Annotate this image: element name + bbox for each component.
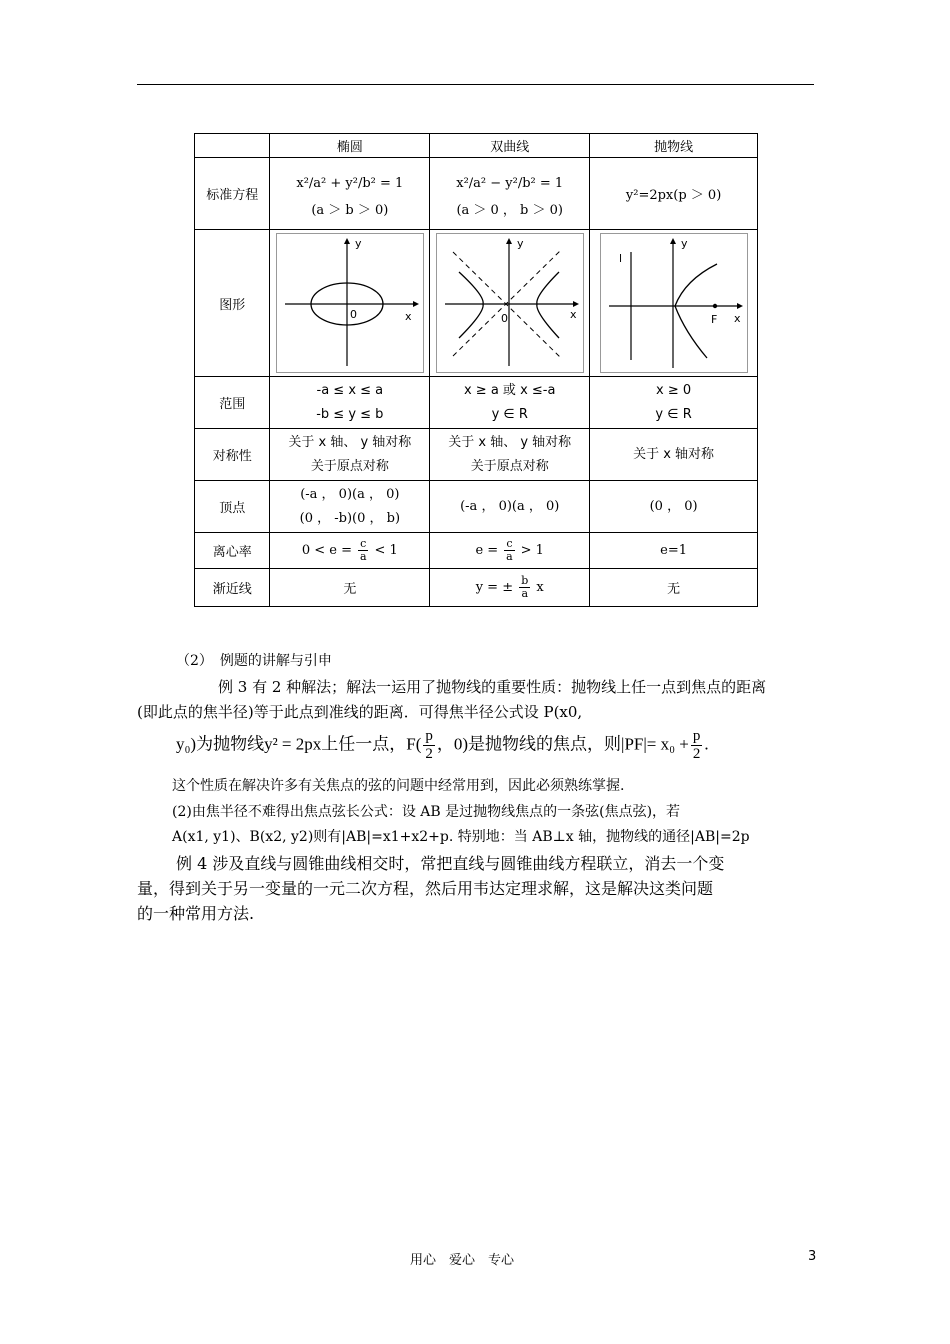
symmetry-parabola [590, 429, 758, 481]
header-rule [137, 84, 814, 85]
paragraph-2: 这个性质在解决许多有关焦点的弦的问题中经常用到，因此必须熟练掌握. [172, 778, 625, 794]
eccentricity-hyperbola [430, 533, 590, 569]
range-parabola-x: x ≥ 0 [656, 382, 692, 398]
hyperbola-graph [436, 233, 584, 373]
header-hyperbola: 双曲线 [430, 134, 590, 158]
directrix-label: l [618, 252, 622, 265]
asymptote-parabola: 无 [590, 569, 758, 607]
paragraph-4-line-3: 的一种常用方法. [137, 904, 255, 923]
formula-radius-num: p [692, 728, 701, 744]
range-ellipse-x: -a ≤ x ≤ a [316, 382, 384, 398]
formula-focus-fraction [423, 728, 435, 763]
range-ellipse [270, 377, 430, 429]
label-asymptote: 渐近线 [195, 569, 270, 607]
row-eccentricity [195, 533, 758, 569]
ecc-ellipse-den: a [359, 550, 367, 563]
ecc-hyperbola-pre: e = [475, 543, 499, 558]
header-parabola: 抛物线 [590, 134, 758, 158]
range-parabola [590, 377, 758, 429]
symmetry-hyperbola [430, 429, 590, 481]
ecc-ellipse-pre: 0 < e = [301, 543, 353, 558]
eccentricity-ellipse [270, 533, 430, 569]
symmetry-ellipse [270, 429, 430, 481]
vertex-parabola [590, 481, 758, 533]
equation-ellipse [270, 158, 430, 230]
equation-hyperbola-condition: (a ＞ 0 ， b ＞ 0) [456, 203, 563, 218]
equation-parabola: y²=2px(p ＞ 0) [590, 158, 758, 230]
x-arrow [737, 303, 743, 309]
parabola-curve [675, 264, 717, 358]
range-parabola-y: y ∈ R [655, 406, 692, 422]
formula-radius-den: 2 [692, 746, 701, 762]
formula-part-c: . [704, 734, 709, 754]
ecc-ellipse-num: c [360, 537, 367, 550]
equation-ellipse-condition: (a ＞ b ＞ 0) [311, 203, 389, 218]
formula-radius-fraction [691, 728, 703, 763]
asymptote-2 [453, 250, 561, 356]
ellipse-graph [276, 233, 424, 373]
label-equation: 标准方程 [195, 158, 270, 230]
equation-hyperbola [430, 158, 590, 230]
asym-hyperbola-post: x [536, 580, 544, 595]
figure-parabola-cell [590, 230, 758, 377]
asymptote-ellipse: 无 [270, 569, 430, 607]
paragraph-4-line-1: 例 4 涉及直线与圆锥曲线相交时，常把直线与圆锥曲线方程联立，消去一个变 [176, 854, 725, 873]
y-arrow [506, 238, 512, 244]
ecc-hyperbola-fraction [504, 538, 514, 563]
asym-hyperbola-pre: y = ± [475, 580, 514, 595]
header-empty-cell [195, 134, 270, 158]
footer-slogan: 用心 爱心 专心 [410, 1253, 515, 1268]
label-symmetry: 对称性 [195, 429, 270, 481]
page-number: 3 [808, 1249, 817, 1264]
paragraph-3-line-2: A(x1, y1)、B(x2, y2)则有|AB|=x1+x2+p. 特别地：当 AB⊥x 轴，抛物线的通径|AB|=2p [172, 829, 750, 845]
row-symmetry [195, 429, 758, 481]
focus-label: F [710, 313, 717, 326]
x-label: x [404, 310, 412, 323]
paragraph-1-line-1: 例 3 有 2 种解法；解法一运用了抛物线的重要性质：抛物线上任一点到焦点的距离 [218, 678, 767, 696]
formula-part-b: ，0)是抛物线的焦点，则|PF|= x₀ + [436, 734, 689, 754]
y-label: y [680, 237, 688, 250]
asymptote-hyperbola [430, 569, 590, 607]
origin-label: 0 [349, 308, 357, 321]
row-equation [195, 158, 758, 230]
vertex-ellipse-major: (-a ， 0)(a ， 0) [300, 486, 400, 502]
y-arrow [670, 238, 676, 244]
y-arrow [344, 238, 350, 244]
origin-label: 0 [500, 312, 508, 325]
y-label: y [516, 237, 524, 250]
formula-focus-num: p [425, 728, 433, 744]
vertex-ellipse [270, 481, 430, 533]
symmetry-hyperbola-axes: 关于 x 轴、 y 轴对称 [448, 434, 572, 450]
x-label: x [569, 308, 577, 321]
eccentricity-parabola: e=1 [590, 533, 758, 569]
asym-hyperbola-num: b [521, 574, 529, 587]
paragraph-1-line-2: (即此点的焦半径)等于此点到准线的距离．可得焦半径公式设 P(x0, [137, 703, 583, 721]
range-ellipse-y: -b ≤ y ≤ b [316, 406, 384, 422]
row-asymptote [195, 569, 758, 607]
x-label: x [733, 312, 741, 325]
figure-hyperbola-cell [430, 230, 590, 377]
header-ellipse: 椭圆 [270, 134, 430, 158]
symmetry-ellipse-origin: 关于原点对称 [310, 458, 389, 474]
vertex-hyperbola [430, 481, 590, 533]
symmetry-hyperbola-origin: 关于原点对称 [470, 458, 549, 474]
x-arrow [413, 301, 419, 307]
asymptote-1 [453, 252, 561, 358]
focal-radius-formula [176, 728, 709, 763]
asym-hyperbola-den: a [521, 587, 529, 600]
vertex-parabola-values: (0 ， 0) [649, 498, 698, 514]
row-figure [195, 230, 758, 377]
symmetry-parabola-axis: 关于 x 轴对称 [633, 446, 715, 462]
section-heading: （2） 例题的讲解与引申 [176, 653, 332, 669]
row-range [195, 377, 758, 429]
range-hyperbola-y: y ∈ R [491, 406, 528, 422]
formula-focus-den: 2 [425, 746, 433, 762]
label-range: 范围 [195, 377, 270, 429]
figure-ellipse-cell [270, 230, 430, 377]
ecc-ellipse-post: < 1 [374, 543, 398, 558]
label-vertex: 顶点 [195, 481, 270, 533]
conic-comparison-table [194, 133, 758, 607]
row-vertex [195, 481, 758, 533]
vertex-hyperbola-values: (-a ， 0)(a ， 0) [460, 498, 560, 514]
symmetry-ellipse-axes: 关于 x 轴、 y 轴对称 [288, 434, 412, 450]
asym-hyperbola-fraction [519, 575, 530, 600]
vertex-ellipse-minor: (0 ， -b)(0 ， b) [299, 510, 401, 526]
paragraph-4-line-2: 量，得到关于另一变量的一元二次方程，然后用韦达定理求解，这是解决这类问题 [137, 879, 714, 898]
table-header-row [195, 134, 758, 158]
range-hyperbola-x: x ≥ a 或 x ≤-a [463, 382, 556, 398]
right-branch [537, 272, 559, 338]
ecc-hyperbola-num: c [506, 537, 513, 550]
y-label: y [354, 237, 362, 250]
ecc-hyperbola-den: a [506, 550, 513, 563]
equation-hyperbola-formula: x²/a² − y²/b² = 1 [456, 176, 564, 191]
label-eccentricity: 离心率 [195, 533, 270, 569]
ecc-ellipse-fraction [358, 538, 368, 563]
range-hyperbola [430, 377, 590, 429]
equation-ellipse-formula: x²/a² + y²/b² = 1 [296, 176, 404, 191]
formula-part-a: y₀)为抛物线y² = 2px上任一点，F( [176, 734, 422, 754]
label-figure: 图形 [195, 230, 270, 377]
focus-point [712, 304, 716, 308]
ecc-hyperbola-post: > 1 [520, 543, 544, 558]
left-branch [459, 272, 483, 338]
paragraph-3-line-1: (2)由焦半径不难得出焦点弦长公式：设 AB 是过抛物线焦点的一条弦(焦点弦)，若 [172, 804, 681, 820]
parabola-graph [600, 233, 748, 373]
x-arrow [573, 301, 579, 307]
